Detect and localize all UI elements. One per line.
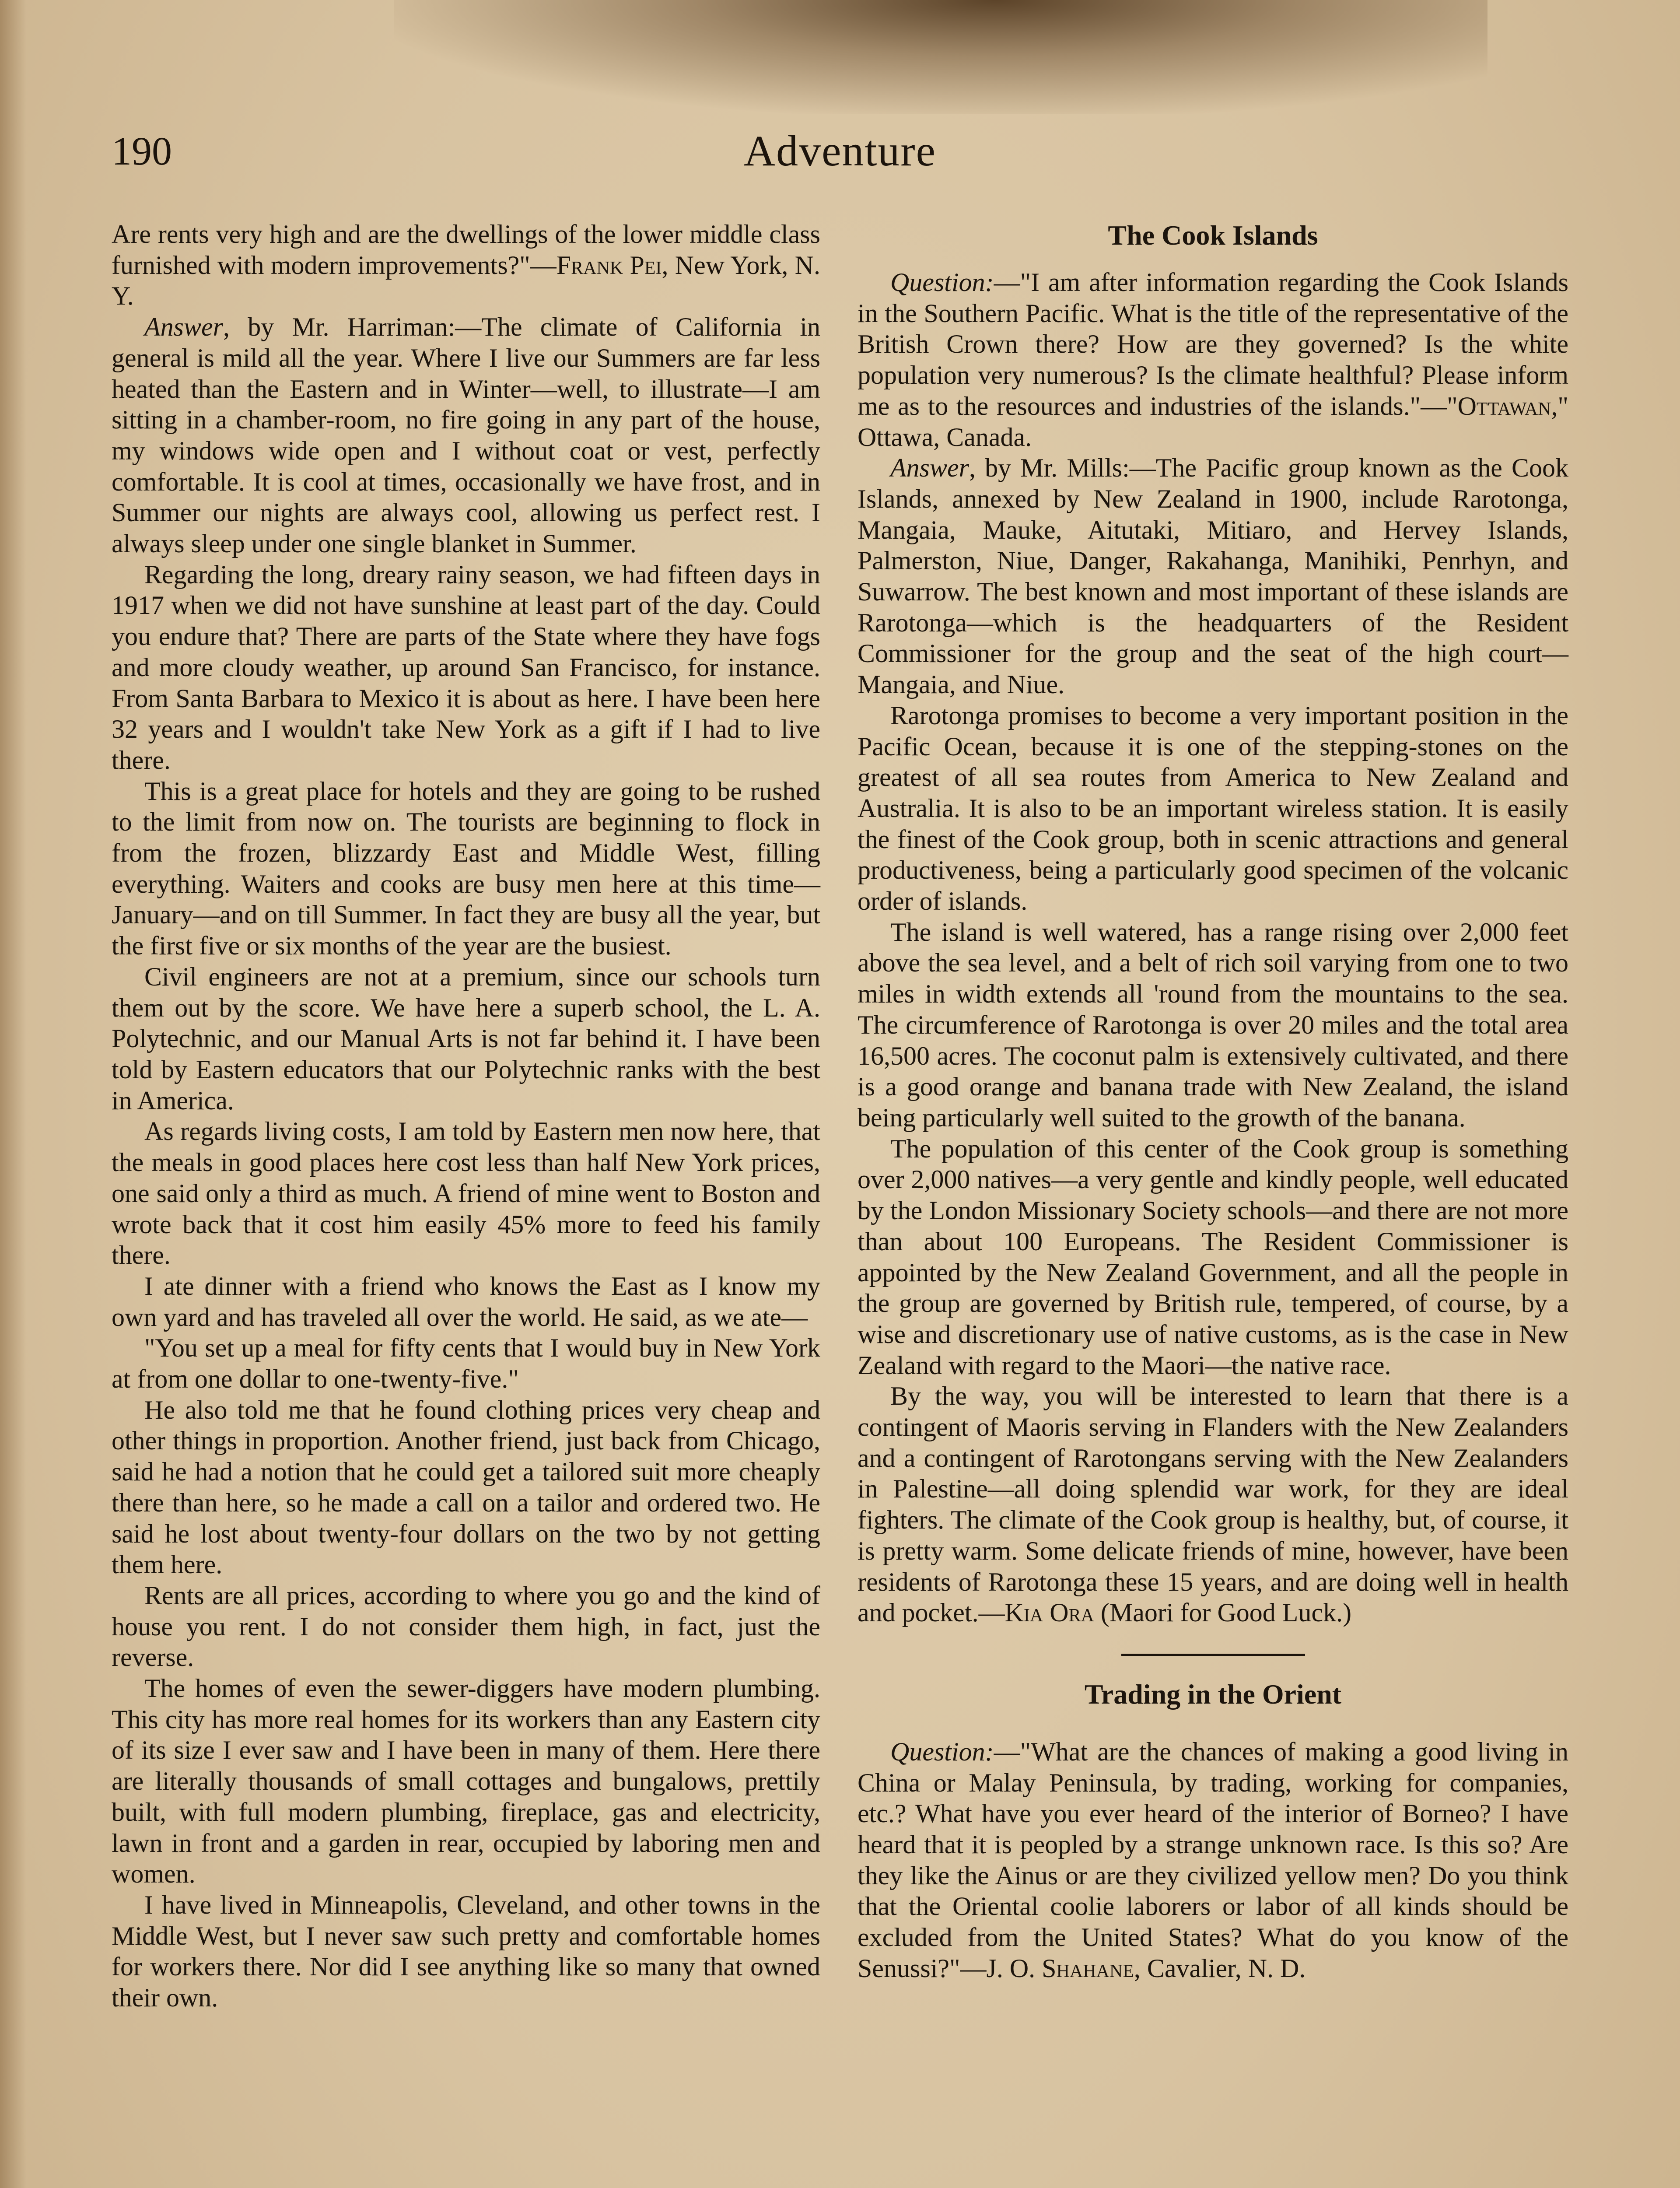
paragraph: I ate dinner with a friend who knows the East as I know my own yard and has traveled all over the world. He said, as we ate— [112, 1271, 820, 1332]
paragraph: The homes of even the sewer-diggers have modern plumbing. This city has more real homes for its workers than any Eastern city of its size I ever saw and I have been in many of them. Here there are literally thousands of small cottages and bungalows, prettily built, with full modern plumbing, fireplace, gas and electricity, lawn in front and a garden in rear, occupied by laboring men and women. [112, 1674, 820, 1889]
paragraph: Rarotonga promises to become a very important position in the Pacific Ocean, because it is one of the stepping-stones on the greatest of all sea routes from America to New Zealand and Australia. It is also to be an important wireless station. It is easily the finest of the Cook group, both in scenic attractions and general productiveness, being a particularly good specimen of the volcanic order of islands. [858, 701, 1568, 916]
right-column [858, 219, 1568, 1984]
paragraph: As regards living costs, I am told by Eastern men now here, that the meals in good places here cost less than half New York prices, one said only a third as much. A friend of mine went to Boston and wrote back that it cost him easily 45% more to feed his family there. [112, 1117, 820, 1270]
paragraph: Question:—"What are the chances of making a good living in China or Malay Peninsula, by trading, working for companies, etc.? What have you ever heard of the interior of Borneo? I have heard that it is peopled by a strange unknown race. Is this so? Are they like the Ainus or are they civilized yellow men? Do you think that the Oriental coolie laborers or labor of all kinds should be excluded from the United States? What do you know of the Senussi?"—J. O. Shahane, Cavalier, N. D. [858, 1737, 1568, 1983]
page-number: 190 [112, 129, 172, 173]
signature: Ottawan [1457, 391, 1551, 421]
section-title-trading: Trading in the Orient [1084, 1678, 1342, 1710]
paragraph: By the way, you will be interested to learn that there is a contingent of Maoris serving in Flanders with the New Zealanders and a contingent of Rarotongans serving with the New Zealanders in Palestine—all doing splendid war work, for they are ideal fighters. The climate of the Cook group is healthy, but, of course, it is pretty warm. Some delicate friends of mine, however, have been residents of Rarotonga these 15 years, and are doing well in health and pocket.—Kia Ora (Maori for Good Luck.) [858, 1382, 1568, 1627]
answer-label: Answer [890, 453, 969, 483]
answer-label: Answer [144, 312, 223, 342]
page-edge-shadow [0, 0, 26, 2188]
question-label: Question: [890, 268, 994, 297]
signature: Kia Ora [1004, 1598, 1094, 1627]
paragraph: Are rents very high and are the dwellings of the lower middle class furnished with modern improvements?"—Frank Pei, New York, N. Y. [112, 220, 820, 311]
paragraph: Answer, by Mr. Mills:—The Pacific group known as the Cook Islands, annexed by New Zealand in 1900, include Rarotonga, Mangaia, Mauke, Aitutaki, Mitiaro, and Hervey Islands, Palmerston, Niue, Danger, Rakahanga, Manihiki, Penrhyn, and Suwarrow. The best known and most important of these islands are Rarotonga—which is the headquarters of the Resident Commissioner for the group and the seat of the high court—Mangaia, and Niue. [858, 453, 1568, 699]
paragraph: He also told me that he found clothing prices very cheap and other things in proportion. Another friend, just back from Chicago, said he had a notion that he could get a tailored suit more cheaply there than here, so he made a call on a tailor and ordered two. He said he lost about twenty-four dollars on the two by not getting them here. [112, 1395, 820, 1579]
page-stain [394, 0, 1488, 114]
paragraph: Civil engineers are not at a premium, since our schools turn them out by the score. We have here a superb school, the L. A. Polytechnic, and our Manual Arts is not far behind it. I have been told by Eastern educators that our Polytechnic ranks with the best in America. [112, 962, 820, 1115]
paragraph: Question:—"I am after information regarding the Cook Islands in the Southern Pacific. What is the title of the representative of the British Crown there? How are they governed? Is the white population very numerous? Is the climate healthful? Please inform me as to the resources and industries of the islands."—"Ottawan," Ottawa, Canada. [858, 268, 1568, 452]
paragraph: "You set up a meal for fifty cents that I would buy in New York at from one dollar to one-twenty-five." [112, 1333, 820, 1394]
section-divider [1121, 1654, 1305, 1656]
running-head: Adventure [743, 126, 937, 175]
paragraph: I have lived in Minneapolis, Cleveland, and other towns in the Middle West, but I never saw such pretty and comfortable homes for workers there. Nor did I see anything like so many that owned their own. [112, 1890, 820, 2013]
section-title-cook-islands: The Cook Islands [1108, 220, 1318, 251]
left-column [112, 219, 820, 2013]
paragraph: The population of this center of the Cook group is something over 2,000 natives—a very gentle and kindly people, well educated by the London Missionary Society schools—and there are not more than about 100 Europeans. The Resident Commissioner is appointed by the New Zealand Government, and all the people in the group are governed by British rule, tempered, of course, by a wise and discretionary use of native customs, as is the case in New Zealand with regard to the Maori—the native race. [858, 1134, 1568, 1380]
paragraph: The island is well watered, has a range rising over 2,000 feet above the sea level, and a belt of rich soil varying from one to two miles in width extends all 'round from the mountains to the sea. The circumference of Rarotonga is over 20 miles and the total area 16,500 acres. The coconut palm is extensively cultivated, and there is a good orange and banana trade with New Zealand, the island being particularly well suited to the growth of the banana. [858, 917, 1568, 1132]
paragraph: Rents are all prices, according to where you go and the kind of house you rent. I do not consider them high, in fact, just the reverse. [112, 1581, 820, 1672]
question-label: Question: [890, 1737, 994, 1766]
page-header [112, 123, 1568, 179]
paragraph: Regarding the long, dreary rainy season, we had fifteen days in 1917 when we did not have sunshine at least part of the day. Could you endure that? There are parts of the State where they have fogs and more cloudy weather, up around San Francisco, for instance. From Santa Barbara to Mexico it is about as here. I have been here 32 years and I wouldn't take New York as a gift if I had to live there. [112, 560, 820, 775]
paragraph: This is a great place for hotels and they are going to be rushed to the limit from now on. The tourists are beginning to flock in from the frozen, blizzardy East and Middle West, filling everything. Waiters and cooks are busy men here at this time—January—and on till Summer. In fact they are busy all the year, but the first five or six months of the year are the busiest. [112, 776, 820, 961]
paragraph: Answer, by Mr. Harriman:—The climate of California in general is mild all the year. Where I live our Summers are far less heated than the Eastern and in Winter—well, to illustrate—I am sitting in a chamber-room, no fire going in any part of the house, my windows wide open and I without coat or vest, perfectly comfortable. It is cool at times, occasionally we have frost, and in Summer our nights are always cool, allowing us perfect rest. I always sleep under one single blanket in Summer. [112, 312, 820, 558]
signature: J. O. Shahane [986, 1953, 1134, 1983]
signature: Frank Pei [556, 250, 662, 280]
